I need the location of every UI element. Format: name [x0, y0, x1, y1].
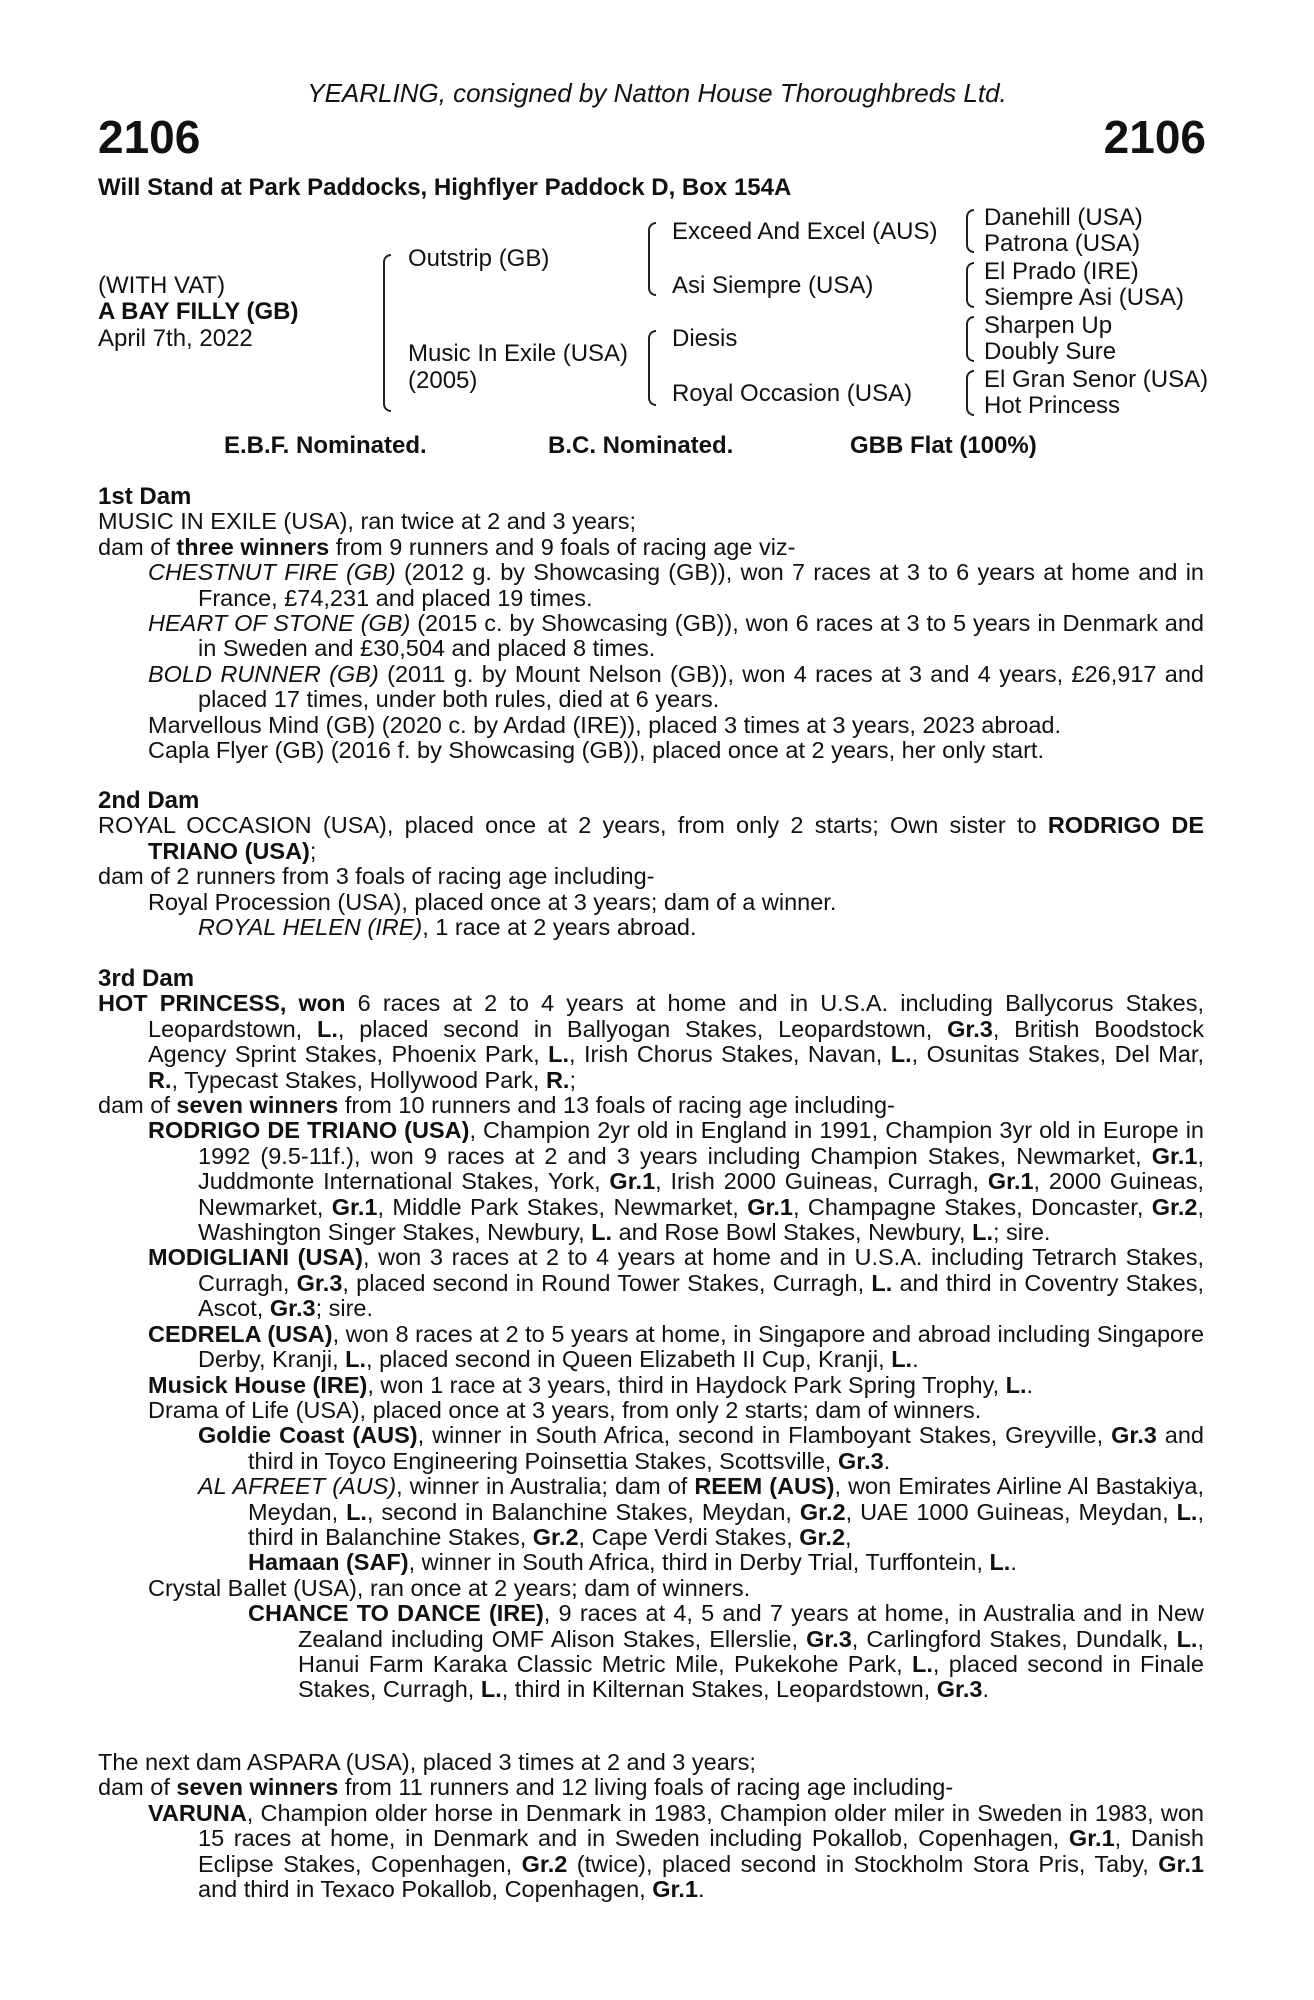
ebf-nomination: E.B.F. Nominated. [224, 432, 427, 459]
grandsire-3: Sharpen Up [984, 312, 1113, 339]
produce-entry: Musick House (IRE), won 1 race at 3 years, third in Haydock Park Spring Trophy, L.. [148, 1371, 1034, 1398]
pedigree-brace-main [383, 254, 391, 412]
grandsire-1: Danehill (USA) [984, 204, 1143, 231]
produce-entry: Royal Procession (USA), placed once at 3 years; dam of a winner. [148, 888, 837, 915]
produce-entry: CEDRELA (USA), won 8 races at 2 to 5 years at home, in Singapore and abroad including Singapore Derby, Kranji, L., placed second in Queen Elizabeth II Cup, Kranji, L.. [148, 1320, 1205, 1373]
granddam-4: Hot Princess [984, 392, 1121, 419]
next-dam-produce-summary: dam of seven winners from 11 runners and 12 living foals of racing age including- [98, 1774, 954, 1801]
pedigree-brace-sire [648, 222, 656, 296]
third-dam-heading: 3rd Dam [98, 965, 195, 992]
vat-note: (WITH VAT) [98, 272, 226, 299]
produce-entry: VARUNA, Champion older horse in Denmark in 1983, Champion older miler in Sweden in 1983, won 15 races at home, in Denmark and in Sweden including Pokallob, Copenhagen, Gr.1, Danish Eclipse Stakes, Copenhagen, Gr.2 (twice), placed second in Stockholm Stora Pris, Taby, Gr.1 and third in Texaco Pokallob, Copenhagen, Gr.1. [148, 1799, 1204, 1903]
first-dam-section [98, 484, 1204, 763]
dam-sire: Diesis [672, 325, 738, 352]
second-dam-produce-summary: dam of 2 runners from 3 foals of racing age including- [98, 863, 655, 890]
pedigree-brace-g2 [966, 262, 974, 308]
next-dam-intro: The next dam ASPARA (USA), placed 3 times at 2 and 3 years; [98, 1749, 756, 1775]
dam-year: (2005) [408, 367, 478, 394]
second-dam-section [98, 788, 1204, 940]
gbb-flat: GBB Flat (100%) [850, 432, 1037, 459]
grandsire-4: El Gran Senor (USA) [984, 366, 1209, 393]
pedigree-brace-g3 [966, 316, 974, 362]
sire-dam: Asi Siempre (USA) [672, 272, 874, 299]
produce-entry: MODIGLIANI (USA), won 3 races at 2 to 4 years at home and in U.S.A. including Tetrarch Stakes, Curragh, Gr.3, placed second in Round Tower Stakes, Curragh, L. and third in Coventry Stakes, Ascot, Gr.3; sire. [148, 1244, 1204, 1322]
second-dam-heading: 2nd Dam [98, 787, 200, 814]
third-dam-section [98, 966, 1204, 1703]
pedigree-brace-g4 [966, 370, 974, 416]
lot-number-right: 2106 [1103, 111, 1206, 163]
produce-entry: RODRIGO DE TRIANO (USA), Champion 2yr old in England in 1991, Champion 3yr old in Europe in 1992 (9.5-11f.), won 9 races at 2 and 3 years including Champion Stakes, Newmarket, Gr.1, Juddmonte International Stakes, York, Gr.1, Irish 2000 Guineas, Curragh, Gr.1, 2000 Guineas, Newmarket, Gr.1, Middle Park Stakes, Newmarket, Gr.1, Champagne Stakes, Doncaster, Gr.2, Washington Singer Stakes, Newbury, L. and Rose Bowl Stakes, Newbury, L.; sire. [148, 1117, 1205, 1246]
first-dam-heading: 1st Dam [98, 483, 192, 510]
produce-entry: Goldie Coast (AUS), winner in South Africa, second in Flamboyant Stakes, Greyville, Gr.3 and third in Toyco Engineering Poinsettia Stakes, Scottsville, Gr.3. [198, 1422, 1204, 1474]
produce-entry: AL AFREET (AUS), winner in Australia; dam of REEM (AUS), won Emirates Airline Al Bastakiya, Meydan, L., second in Balanchine Stakes, Meydan, Gr.2, UAE 1000 Guineas, Meydan, L., third in Balanchine Stakes, Gr.2, Cape Verdi Stakes, Gr.2, [198, 1473, 1204, 1550]
produce-entry: Capla Flyer (GB) (2016 f. by Showcasing (GB)), placed once at 2 years, her only start. [148, 737, 1044, 764]
grandsire-2: El Prado (IRE) [984, 258, 1139, 285]
produce-entry: HEART OF STONE (GB) (2015 c. by Showcasing (GB)), won 6 races at 3 to 5 years in Denmark and in Sweden and £30,504 and placed 8 times. [148, 610, 1204, 662]
foaling-date: April 7th, 2022 [98, 325, 253, 352]
lot-number-left: 2106 [98, 111, 201, 163]
produce-entry: Crystal Ballet (USA), ran once at 2 years; dam of winners. [148, 1574, 751, 1601]
produce-entry: ROYAL HELEN (IRE), 1 race at 2 years abroad. [198, 914, 697, 941]
bc-nomination: B.C. Nominated. [548, 432, 734, 459]
stand-location: Will Stand at Park Paddocks, Highflyer Paddock D, Box 154A [98, 174, 792, 201]
produce-entry: Hamaan (SAF), winner in South Africa, third in Derby Trial, Turffontein, L.. [248, 1549, 1017, 1576]
third-dam-intro: HOT PRINCESS, won 6 races at 2 to 4 years at home and in U.S.A. including Ballycorus Stakes, Leopardstown, L., placed second in Ballyogan Stakes, Leopardstown, Gr.3, British Boodstock Agency Sprint Stakes, Phoenix Park, L., Irish Chorus Stakes, Navan, L., Osunitas Stakes, Del Mar, R., Typecast Stakes, Hollywood Park, R.; [98, 990, 1205, 1093]
produce-entry: CHESTNUT FIRE (GB) (2012 g. by Showcasing (GB)), won 7 races at 3 to 6 years at home and in France, £74,231 and placed 19 times. [148, 559, 1204, 611]
granddam-2: Siempre Asi (USA) [984, 284, 1185, 311]
dam-name: Music In Exile (USA) [408, 340, 629, 367]
next-dam-section [98, 1750, 1204, 1902]
produce-entry: BOLD RUNNER (GB) (2011 g. by Mount Nelson (GB)), won 4 races at 3 and 4 years, £26,917 and placed 17 times, under both rules, died at 6 years. [148, 660, 1204, 713]
granddam-1: Patrona (USA) [984, 230, 1141, 257]
pedigree-brace-g1 [966, 209, 974, 253]
produce-entry: Drama of Life (USA), placed once at 3 years, from only 2 starts; dam of winners. [148, 1396, 982, 1423]
pedigree-brace-dam [648, 330, 656, 406]
third-dam-produce-summary: dam of seven winners from 10 runners and 13 foals of racing age including- [98, 1092, 895, 1119]
produce-entry: CHANCE TO DANCE (IRE), 9 races at 4, 5 and 7 years at home, in Australia and in New Zealand including OMF Alison Stakes, Ellerslie, Gr.3, Carlingford Stakes, Dundalk, L., Hanui Farm Karaka Classic Metric Mile, Pukekohe Park, L., placed second in Finale Stakes, Curragh, L., third in Kilternan Stakes, Leopardstown, Gr.3. [248, 1600, 1205, 1703]
granddam-3: Doubly Sure [984, 338, 1117, 365]
sire-name: Outstrip (GB) [408, 245, 550, 272]
first-dam-intro: MUSIC IN EXILE (USA), ran twice at 2 and 3 years; [98, 508, 637, 535]
second-dam-intro: ROYAL OCCASION (USA), placed once at 2 years, from only 2 starts; Own sister to RODRIGO DE TRIANO (USA); [98, 812, 1204, 864]
consignor-line: YEARLING, consigned by Natton House Thoroughbreds Ltd. [307, 78, 1007, 108]
produce-entry: Marvellous Mind (GB) (2020 c. by Ardad (IRE)), placed 3 times at 3 years, 2023 abroad. [148, 711, 1062, 738]
first-dam-produce-summary: dam of three winners from 9 runners and 9 foals of racing age viz- [98, 533, 796, 560]
sire-sire: Exceed And Excel (AUS) [672, 218, 938, 245]
horse-name: A BAY FILLY (GB) [98, 298, 299, 325]
dam-dam: Royal Occasion (USA) [672, 380, 913, 407]
